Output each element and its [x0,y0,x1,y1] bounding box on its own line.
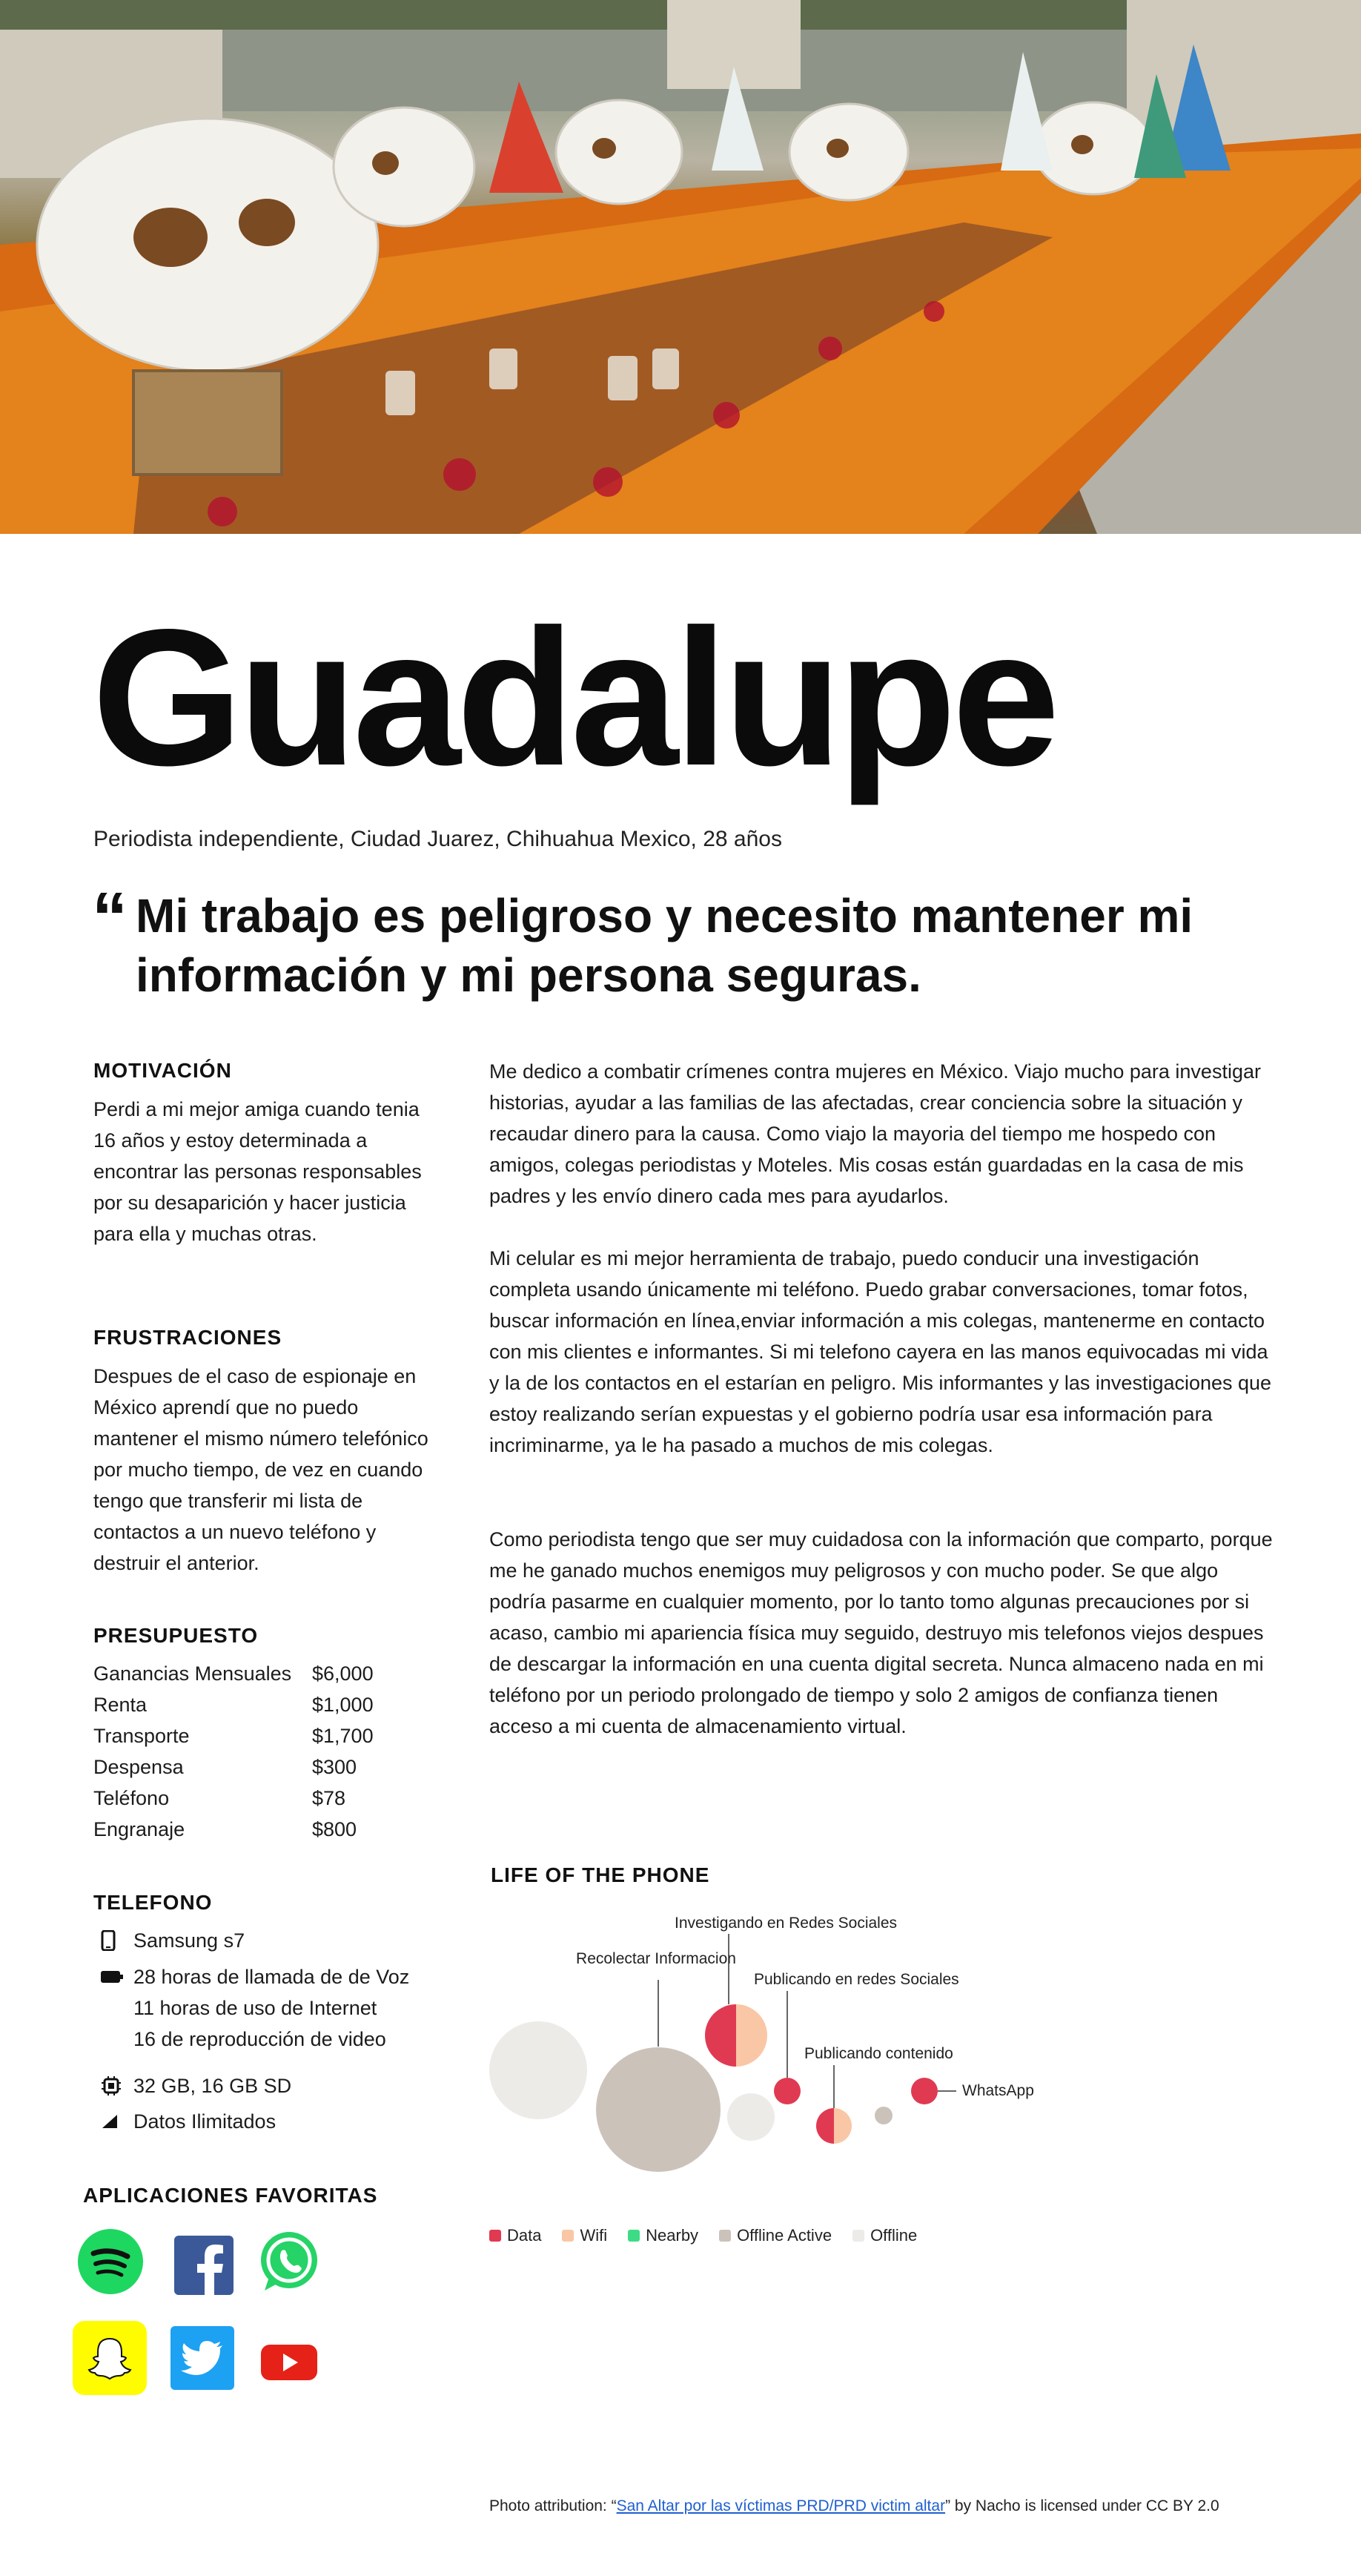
budget-row [93,1783,405,1814]
youtube-icon[interactable] [256,2328,322,2395]
bubble-wifi-half [736,2004,767,2067]
budget-label: Ganancias Mensuales [93,1662,292,1685]
legend-label: Data [507,2226,542,2245]
legend-item [628,2226,698,2245]
bubble-offline-active [875,2107,893,2124]
frustrations-text: Despues de el caso de espionaje en México aprendí que no puedo mantener el mismo número telefónico por mucho tiempo, de vez en cuando tengo que transferir mi lista de contactos a un nuevo teléfono y destruir el anterior. [93,1365,428,1574]
battery-line: 28 horas de llamada de de Voz [133,1966,410,1988]
legend-swatch [852,2230,864,2242]
motivation-text: Perdi a mi mejor amiga cuando tenia 16 años y estoy determinada a encontrar las personas responsables por su desaparición y hacer justicia para ella y muchas otras. [93,1098,422,1245]
persona-name: Guadalupe [92,589,1056,806]
bubble-chart-svg [482,1906,1149,2225]
bubble-offline [727,2093,775,2141]
battery-icon [101,1961,133,1992]
chart-legend [489,2226,917,2245]
altar-photo-illustration [0,0,1361,534]
legend-swatch [489,2230,501,2242]
phone-heading: TELEFONO [93,1891,213,1914]
budget-row [93,1658,405,1689]
phone-data: Datos Ilimitados [133,2110,276,2133]
bubble-data [911,2078,938,2104]
chip-icon [101,2070,133,2101]
body-paragraph-3: Como periodista tengo que ser muy cuidadosa con la información que comparto, porque me he ganado muchos enemigos muy peligrosos y con mucho poder. Se que algo podría pasarme en cualquier momento, por lo tanto tomo algunas precauciones por si acaso, cambio mi apariencia física muy seguido, destruyo mis telefonos viejos despues de descargar la información en una cuenta digital secreta. Nunca almaceno nada en mi teléfono por un periodo prolongado de tiempo y solo 2 amigos de confianza tienen acceso a mi cuenta de almacenamiento virtual. [489,1528,1273,1737]
legend-item [852,2226,917,2245]
legend-label: Offline Active [737,2226,832,2245]
budget-heading: PRESUPUESTO [93,1624,259,1647]
life-of-phone-chart [482,1906,1149,2262]
budget-value: $1,700 [312,1725,374,1747]
bubble-label: Publicando en redes Sociales [754,1971,959,1988]
legend-label: Wifi [580,2226,608,2245]
budget-value: $800 [312,1818,357,1840]
budget-value: $1,000 [312,1694,374,1716]
persona-quote: Mi trabajo es peligroso y necesito mantener mi información y mi persona seguras. [136,889,1193,1002]
budget-label: Engranaje [93,1818,185,1840]
body-paragraph-2: Mi celular es mi mejor herramienta de trabajo, puedo conducir una investigación completa usando únicamente mi teléfono. Puedo grabar conversaciones, tomar fotos, buscar información en línea,enviar información a mis colegas, mantenerme en contacto con mis clientes e informantes. Si mi telefono cayera en las manos equivocadas mi vida y la de los contactos en el estarían en peligro. Mis informantes y las investigaciones que estoy realizando serían expuestas y el gobierno podría usar esa información para incriminarme, ya le ha pasado a muchos de mis colegas. [489,1247,1272,1456]
budget-value: $78 [312,1787,346,1809]
legend-item [489,2226,541,2245]
legend-item [719,2226,832,2245]
body-paragraph-1: Me dedico a combatir crímenes contra mujeres en México. Viajo mucho para investigar historias, ayudar a las familias de las afectadas, crear conciencia sobre la situación y recaudar dinero para la causa. Como viajo la mayoria del tiempo me hospedo con amigos, colegas periodistas y Moteles. Mis cosas están guardadas en la casa de mis padres y les envío dinero cada mes para ayudarlos. [489,1060,1261,1207]
bubble-offline-active [596,2047,721,2172]
attribution-prefix: Photo attribution: “ [489,2497,617,2514]
budget-value: $300 [312,1756,357,1778]
phone-model: Samsung s7 [133,1929,245,1952]
legend-swatch [719,2230,731,2242]
bubble-data [774,2078,801,2104]
phone-data-row [101,2106,276,2137]
signal-icon [101,2106,133,2137]
legend-label: Nearby [646,2226,699,2245]
persona-subtitle: Periodista independiente, Ciudad Juarez, Chihuahua Mexico, 28 años [93,827,782,851]
bubble-label: Investigando en Redes Sociales [675,1915,898,1932]
motivation-heading: MOTIVACIÓN [93,1059,232,1082]
budget-label: Renta [93,1694,148,1716]
legend-item [562,2226,607,2245]
apps-heading: APLICACIONES FAVORITAS [83,2184,378,2207]
attribution-suffix: ” by Nacho is licensed under CC BY 2.0 [945,2497,1219,2514]
hero-photo [0,0,1361,534]
bubble-data-half [705,2004,736,2067]
legend-swatch [628,2230,640,2242]
bubble-wifi-half [834,2108,852,2144]
budget-row [93,1689,405,1720]
phone-storage-row [101,2070,291,2101]
twitter-icon[interactable] [169,2325,236,2391]
bubble-label: WhatsApp [962,2082,1034,2099]
smartphone-icon [101,1925,133,1956]
budget-table [93,1658,405,1845]
attribution-link[interactable]: San Altar por las víctimas PRD/PRD victim altar [616,2497,946,2514]
phone-battery-row [101,1961,409,2055]
bubble-offline [489,2021,587,2119]
budget-row [93,1814,405,1845]
bubble-label: Publicando contenido [804,2045,953,2062]
bubble-label: Recolectar Informacion [576,1950,736,1967]
phone-storage: 32 GB, 16 GB SD [133,2075,292,2097]
legend-label: Offline [870,2226,918,2245]
battery-line: 11 horas de uso de Internet [133,1997,377,2019]
budget-label: Transporte [93,1725,190,1747]
photo-attribution [489,2497,1219,2515]
spotify-icon[interactable] [77,2228,144,2295]
phone-model-row [101,1925,245,1956]
legend-swatch [562,2230,574,2242]
facebook-icon[interactable] [170,2232,237,2299]
budget-label: Despensa [93,1756,184,1778]
snapchat-icon[interactable] [73,2321,147,2395]
whatsapp-icon[interactable] [256,2228,322,2295]
chart-title: LIFE OF THE PHONE [491,1863,710,1886]
budget-value: $6,000 [312,1662,374,1685]
frustrations-heading: FRUSTRACIONES [93,1326,282,1349]
bubble-data-half [816,2108,834,2144]
budget-row [93,1720,405,1751]
battery-line: 16 de reproducción de video [133,2028,386,2050]
budget-label: Teléfono [93,1787,170,1809]
quote-mark: “ [92,878,128,957]
budget-row [93,1751,405,1783]
